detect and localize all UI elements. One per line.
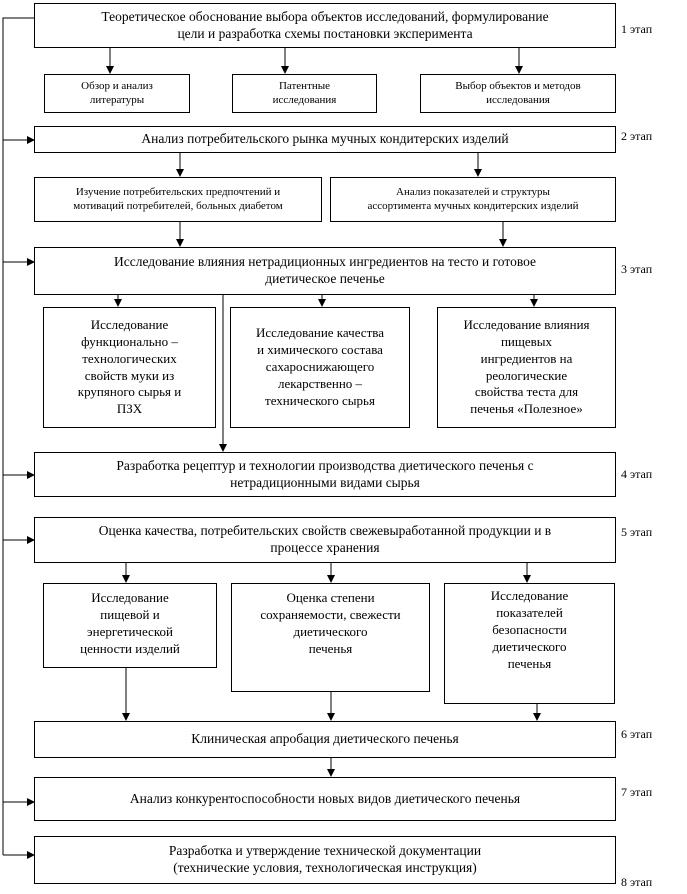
stage5-nutrition-box: Исследование пищевой и энергетической ценности изделий [43, 583, 217, 668]
stage-label-1: 1 этап [621, 22, 653, 36]
stage-label-7: 7 этап [621, 785, 653, 799]
stage1-box: Теоретическое обоснование выбора объектов исследований, формулирование цели и разработка схемы постановки эксперимента [34, 3, 616, 48]
stage3-box: Исследование влияния нетрадиционных ингредиентов на тесто и готовое диетическое печенье [34, 247, 616, 295]
stage4-box: Разработка рецептур и технологии производства диетического печенья с нетрадиционными видами сырья [34, 452, 616, 497]
stage-label-8: 8 этап [621, 875, 653, 889]
stage-label-6: 6 этап [621, 727, 653, 741]
stage5-shelf-life-box: Оценка степени сохраняемости, свежести диетического печенья [231, 583, 430, 692]
stage3-rheology-box: Исследование влияния пищевых ингредиентов на реологические свойства теста для печенья «Полезное» [437, 307, 616, 428]
stage1-patent-research-box: Патентные исследования [232, 74, 377, 113]
stage2-assortment-analysis-box: Анализ показателей и структуры ассортимента мучных кондитерских изделий [330, 177, 616, 222]
stage-label-4: 4 этап [621, 467, 653, 481]
stage6-box: Клиническая апробация диетического печенья [34, 721, 616, 758]
stage1-objects-methods-box: Выбор объектов и методов исследования [420, 74, 616, 113]
stage-label-3: 3 этап [621, 262, 653, 276]
stage7-box: Анализ конкурентоспособности новых видов диетического печенья [34, 777, 616, 821]
stage5-box: Оценка качества, потребительских свойств свежевыработанной продукции и в процессе хранения [34, 517, 616, 563]
stage-label-2: 2 этап [621, 129, 653, 143]
stage1-literature-review-box: Обзор и анализ литературы [44, 74, 190, 113]
stage3-flour-properties-box: Исследование функционально – технологических свойств муки из крупяного сырья и ПЗХ [43, 307, 216, 428]
stage2-consumer-preferences-box: Изучение потребительских предпочтений и мотиваций потребителей, больных диабетом [34, 177, 322, 222]
stage5-safety-box: Исследование показателей безопасности диетического печенья [444, 583, 615, 704]
stage8-box: Разработка и утверждение технической документации (технические условия, технологическая инструкция) [34, 836, 616, 884]
stage2-box: Анализ потребительского рынка мучных кондитерских изделий [34, 126, 616, 153]
stage3-medicinal-raw-box: Исследование качества и химического состава сахароснижающего лекарственно – технического сырья [230, 307, 410, 428]
stage-label-5: 5 этап [621, 525, 653, 539]
